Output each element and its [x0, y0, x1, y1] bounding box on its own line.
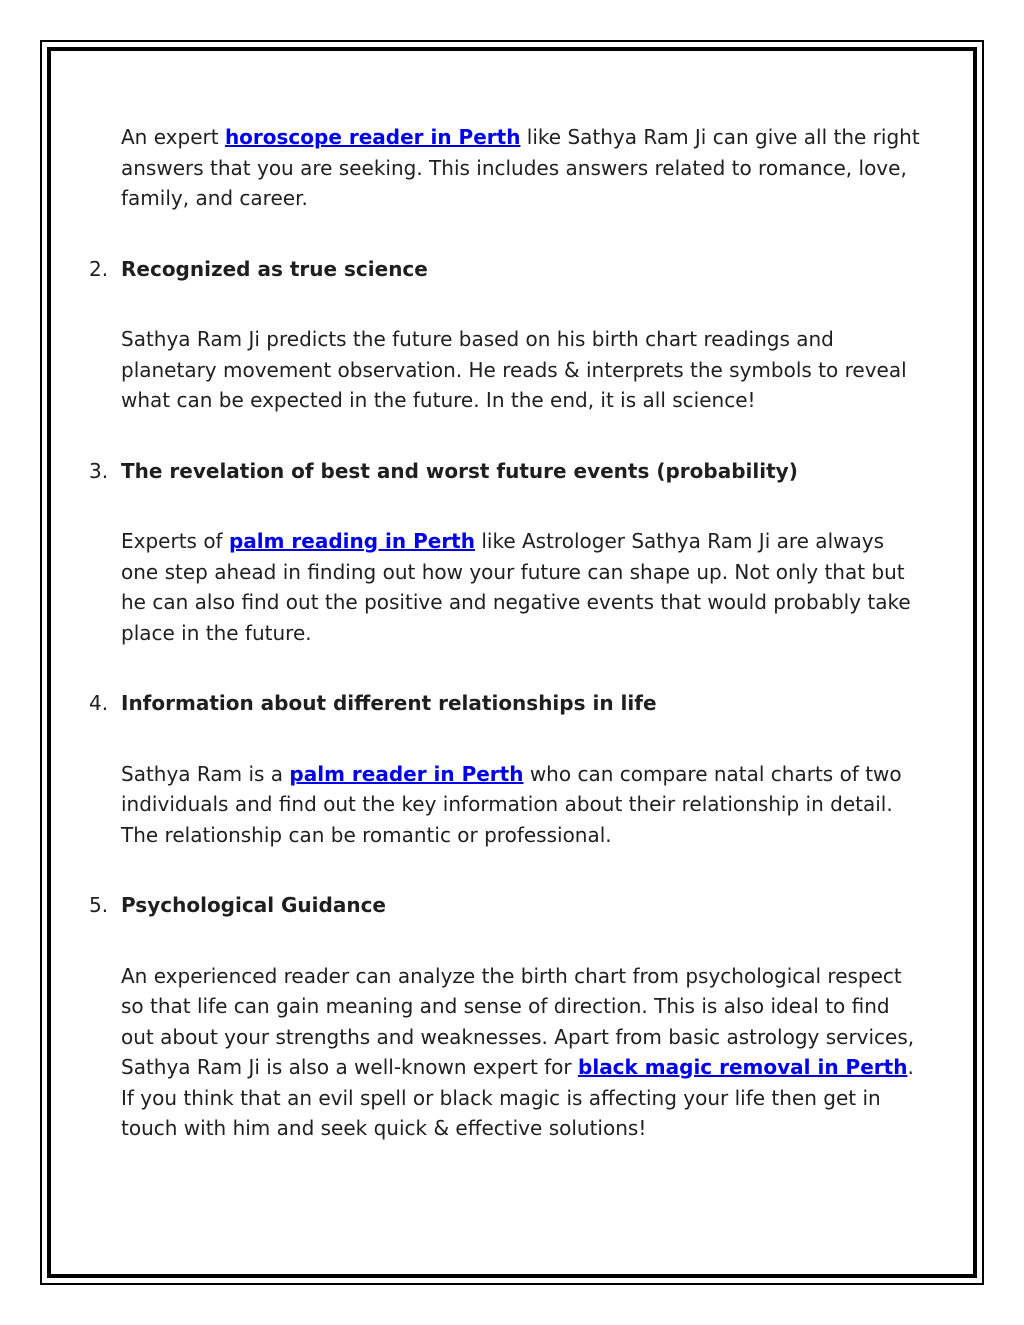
list-number-4: 4.	[89, 691, 109, 715]
document-body	[89, 122, 921, 1184]
section-body-3-after: like Astrologer Sathya Ram Ji are always one step ahead in finding out how your future can shape up. Not only that but he can also find out the positive and negative events that would probably take place in the future.	[121, 529, 911, 645]
list-number-3: 3.	[89, 458, 109, 483]
list-number-5: 5.	[89, 893, 109, 917]
list-number-2: 2.	[89, 256, 109, 281]
black-magic-removal-link[interactable]: black magic removal in Perth	[578, 1055, 908, 1079]
section-heading-3	[89, 456, 921, 487]
section-body-5-after: . If you think that an evil spell or black magic is affecting your life then get in touch with him and seek quick & effective solutions!	[121, 1055, 914, 1140]
intro-text-after: like Sathya Ram Ji can give all the right answers that you are seeking. This includes answers related to romance, love, family, and career.	[121, 125, 920, 210]
section-title-2: Recognized as true science	[121, 256, 428, 281]
section-heading-2	[89, 254, 921, 285]
intro-text-before: An expert	[121, 125, 225, 149]
section-title-5: Psychological Guidance	[121, 893, 386, 917]
palm-reading-link[interactable]: palm reading in Perth	[228, 529, 475, 553]
section-body-4-before: Sathya Ram is a	[121, 761, 290, 786]
section-body-5	[121, 961, 921, 1144]
section-title-3: The revelation of best and worst future events (probability)	[121, 458, 798, 483]
section-body-3-before: Experts of	[121, 529, 229, 553]
section-title-4: Information about different relationships in life	[121, 691, 657, 715]
section-heading-5	[89, 890, 921, 921]
palm-reader-link[interactable]: palm reader in Perth	[289, 761, 524, 786]
section-body-5-before: An experienced reader can analyze the birth chart from psychological respect so that life can gain meaning and sense of direction. This is also ideal to find out about your strengths and weaknesses. Apart from basic astrology services, Sathya Ram Ji is also a well-known expert for	[121, 963, 915, 1079]
section-heading-4	[89, 688, 921, 719]
section-body-4-after: who can compare natal charts of two individuals and find out the key information about their relationship in detail. The relationship can be romantic or professional.	[121, 761, 902, 847]
intro-paragraph	[121, 122, 921, 214]
section-body-2: Sathya Ram Ji predicts the future based on his birth chart readings and planetary movement observation. He reads & interprets the symbols to reveal what can be expected in the future. In the end, it is all science!	[121, 327, 907, 412]
section-body-4	[121, 759, 921, 851]
horoscope-reader-link[interactable]: horoscope reader in Perth	[224, 125, 521, 149]
section-body-3	[121, 526, 921, 648]
